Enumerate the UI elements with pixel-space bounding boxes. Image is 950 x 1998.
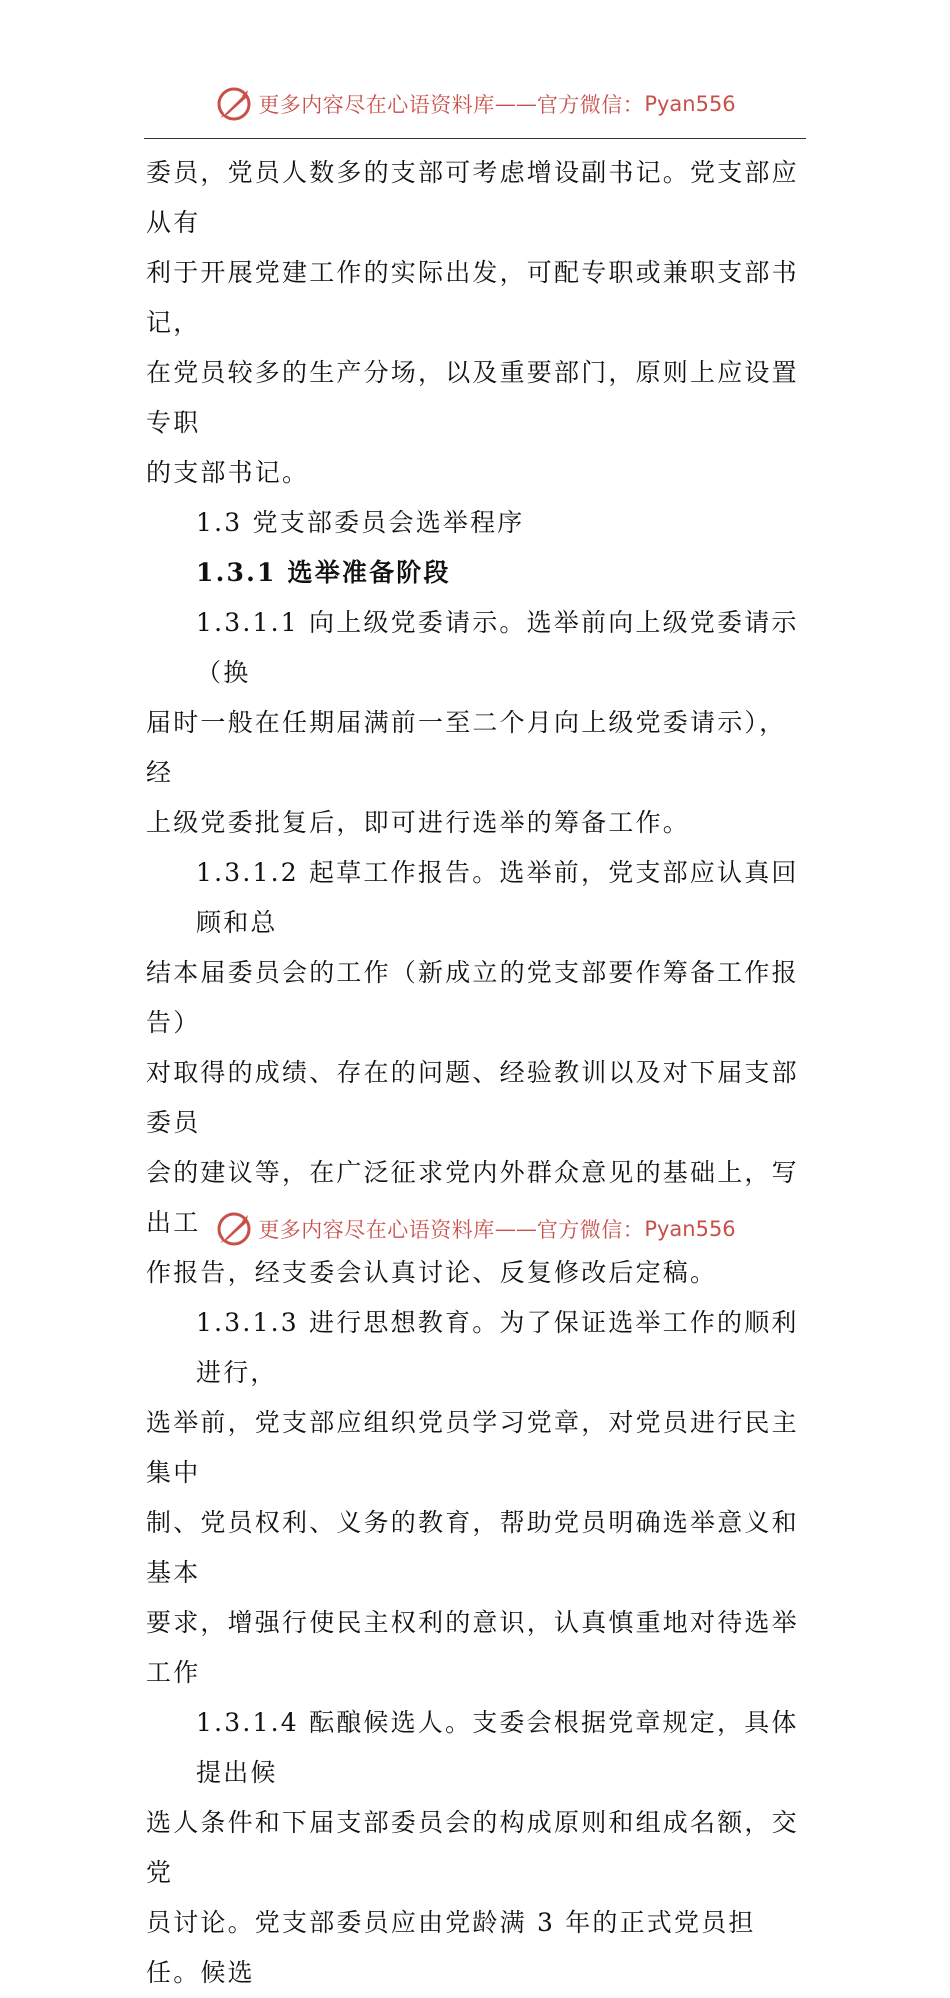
section-heading: 1.3 党支部委员会选举程序 xyxy=(196,508,525,537)
text-line: 会的建议等，在广泛征求党内外群众意见的基础上，写出工 xyxy=(146,1158,799,1237)
banner-label: 官方微信： xyxy=(536,93,645,117)
header-banner xyxy=(0,82,950,126)
text-line: 上级党委批复后，即可进行选举的筹备工作。 xyxy=(146,808,691,837)
text-line: 1.3.1.4 酝酿候选人。支委会根据党章规定，具体提出候 xyxy=(196,1708,799,1787)
banner-text: 更多内容尽在心语资料库 xyxy=(258,93,495,117)
text-line: 1.3.1.1 向上级党委请示。选举前向上级党委请示（换 xyxy=(196,608,799,687)
subsection-heading: 1.3.1 选举准备阶段 xyxy=(196,558,451,587)
text-line: 对取得的成绩、存在的问题、经验教训以及对下届支部委员 xyxy=(146,1058,799,1137)
banner-separator: —— xyxy=(494,1217,537,1241)
text-line: 制、党员权利、义务的教育，帮助党员明确选举意义和基本 xyxy=(146,1508,799,1587)
banner-label: 官方微信： xyxy=(536,1218,645,1242)
text-line: 选人条件和下届支部委员会的构成原则和组成名额，交党 xyxy=(146,1808,799,1887)
text-line: 利于开展党建工作的实际出发，可配专职或兼职支部书记， xyxy=(146,258,799,337)
text-line: 选举前，党支部应组织党员学习党章，对党员进行民主集中 xyxy=(146,1408,799,1487)
text-line: 要求，增强行使民主权利的意识，认真慎重地对待选举工作 xyxy=(146,1608,799,1687)
banner-separator: —— xyxy=(494,92,537,116)
text-line: 的支部书记。 xyxy=(146,458,310,487)
document-body xyxy=(146,148,808,1998)
text-line: 委员，党员人数多的支部可考虑增设副书记。党支部应从有 xyxy=(146,158,799,237)
banner-text: 更多内容尽在心语资料库 xyxy=(258,1218,495,1242)
text-line: 结本届委员会的工作（新成立的党支部要作筹备工作报告） xyxy=(146,958,799,1037)
quill-logo-icon xyxy=(214,84,254,124)
quill-logo-icon xyxy=(214,1209,254,1249)
text-line: 1.3.1.3 进行思想教育。为了保证选举工作的顺利进行， xyxy=(196,1308,799,1387)
text-line: 员讨论。党支部委员应由党龄满 3 年的正式党员担任。候选 xyxy=(146,1908,756,1987)
text-line: 1.3.1.2 起草工作报告。选举前，党支部应认真回顾和总 xyxy=(196,858,799,937)
text-line: 作报告，经支委会认真讨论、反复修改后定稿。 xyxy=(146,1258,718,1287)
wechat-id: Pyan556 xyxy=(644,92,736,116)
header-rule xyxy=(144,138,806,139)
text-line: 在党员较多的生产分场，以及重要部门，原则上应设置专职 xyxy=(146,358,799,437)
footer-banner xyxy=(0,1207,950,1251)
wechat-id: Pyan556 xyxy=(644,1217,736,1241)
text-line: 届时一般在任期届满前一至二个月向上级党委请示），经 xyxy=(146,708,787,787)
